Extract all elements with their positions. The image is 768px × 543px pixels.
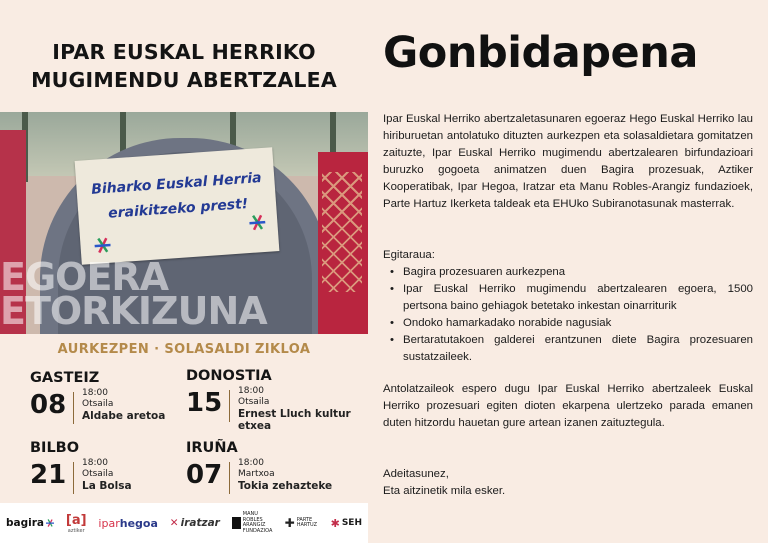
aztiker-logo-mark: [a]	[65, 512, 87, 528]
invitation-closing: Antolatzaileok espero dugu Ipar Euskal Herriko abertzaleek Euskal Herriko prozesuari egiten dioten ekarpena ulertzeko parada emanen duten hitzordu hauetan gure artean izanen zaituztegula.	[383, 383, 753, 429]
event-divider	[229, 462, 230, 494]
event-info	[238, 458, 356, 492]
event-city: GASTEIZ	[30, 370, 100, 386]
iparhegoa-logo-a: ipar	[98, 516, 120, 530]
iparhegoa-logo-b: hegoa	[119, 516, 158, 530]
seh-logo	[331, 517, 362, 530]
aztiker-logo-text: aztiker	[67, 527, 85, 534]
event-time: 18:00	[238, 386, 264, 396]
agenda-item: • Bertaratutakoen galderei erantzunen diete Bagira prozesuaren sustatzaileek.	[383, 332, 753, 366]
poster-panel	[0, 0, 368, 543]
agenda-list	[383, 264, 753, 366]
bagira-star-icon	[46, 519, 54, 527]
banner-photo	[0, 112, 368, 334]
event-day: 07	[186, 460, 223, 490]
bagira-star-icon	[94, 237, 111, 254]
iparhegoa-logo	[98, 517, 157, 530]
seh-logo-text: SEH	[341, 518, 362, 528]
signature	[383, 466, 753, 500]
event-place: La Bolsa	[82, 480, 132, 492]
event-day: 15	[186, 388, 223, 418]
event-month: Otsaila	[238, 397, 270, 407]
signature-line1: Adeitasunez,	[383, 468, 449, 480]
parte-hartuz-text: PARTE HARTUZ	[296, 516, 318, 528]
event-day: 08	[30, 390, 67, 420]
agenda-item: • Bagira prozesuaren aurkezpena	[383, 264, 753, 281]
invitation-title: Gonbidapena	[383, 28, 698, 78]
event-donostia	[186, 368, 356, 430]
event-day: 21	[30, 460, 67, 490]
bagira-logo	[6, 517, 54, 529]
event-city: DONOSTIA	[186, 368, 272, 384]
bagira-star-icon	[249, 214, 266, 231]
manu-logo	[232, 512, 273, 534]
iratzar-mark-icon: ✕	[169, 517, 179, 529]
event-time: 18:00	[82, 388, 108, 398]
aztiker-logo	[66, 513, 87, 534]
poster-title	[0, 38, 368, 94]
event-place: Tokia zehazteke	[238, 480, 333, 492]
event-month: Otsaila	[82, 469, 114, 479]
cycle-heading: AURKEZPEN · SOLASALDI ZIKLOA	[57, 342, 311, 357]
event-divider	[73, 392, 74, 424]
manu-logo-text: MANU ROBLES ARANGIZ FUNDAZIOA	[242, 511, 273, 534]
parte-hartuz-logo	[285, 516, 319, 530]
banner-text	[86, 166, 269, 228]
event-place: Aldabe aretoa	[82, 410, 166, 422]
seh-mark-icon: ✱	[330, 516, 340, 530]
event-divider	[73, 462, 74, 494]
event-divider	[229, 390, 230, 422]
iratzar-logo-text: iratzar	[180, 517, 220, 529]
poster-title-line1: IPAR EUSKAL HERRIKO	[52, 40, 316, 64]
event-gasteiz	[30, 370, 200, 432]
event-place: Ernest Lluch kultur etxea	[238, 408, 351, 432]
overlay-word-etorkizuna: ETORKIZUNA	[0, 289, 267, 333]
sponsor-logos	[0, 503, 368, 543]
event-month: Martxoa	[238, 469, 275, 479]
event-info	[238, 386, 356, 432]
manu-block-icon	[232, 517, 241, 529]
agenda-title: Egitaraua:	[383, 249, 435, 261]
event-city: BILBO	[30, 440, 80, 456]
event-bilbo	[30, 440, 200, 502]
overlay-word-egoera: EGOERA	[0, 255, 169, 299]
banner-line1: Biharko Euskal Herria	[90, 170, 263, 198]
parte-hartuz-icon: ✚	[284, 516, 295, 530]
event-info	[82, 388, 200, 422]
event-city: IRUÑA	[186, 440, 238, 456]
event-month: Otsaila	[82, 399, 114, 409]
event-iruna	[186, 440, 356, 502]
event-time: 18:00	[238, 458, 264, 468]
banner-line2: eraikitzeko prest!	[107, 196, 249, 222]
event-time: 18:00	[82, 458, 108, 468]
iratzar-logo	[170, 517, 220, 529]
bagira-logo-text: bagira	[6, 517, 44, 529]
agenda-item: • Ondoko hamarkadako norabide nagusiak	[383, 315, 753, 332]
poster-title-line2: MUGIMENDU ABERTZALEA	[31, 68, 337, 92]
event-info	[82, 458, 200, 492]
signature-line2: Eta aitzinetik mila esker.	[383, 485, 506, 497]
agenda-item: • Ipar Euskal Herriko mugimendu abertzalearen egoera, 1500 pertsona baino gehiagok betetako inkestan oinarriturik	[383, 281, 753, 315]
invitation-intro: Ipar Euskal Herriko abertzaletasunaren egoeraz Hego Euskal Herriko lau hiriburuetan antolatuko dituzten aurkezpen eta solasaldietara gomitatzen zaituzte, Ipar Euskal Herriko mugimendu abertzalearen birfundazioari buruzko gogoeta animatzen duen Bagira prozesuak, Aztiker Kooperatibak, Ipar Hegoa, Iratzar eta Manu Robles-Arangiz fundazioek, Parte Hartuz Ikerketa taldeak eta EHUko Subiranotasunak masterrak.	[383, 113, 753, 210]
banner	[75, 147, 280, 265]
